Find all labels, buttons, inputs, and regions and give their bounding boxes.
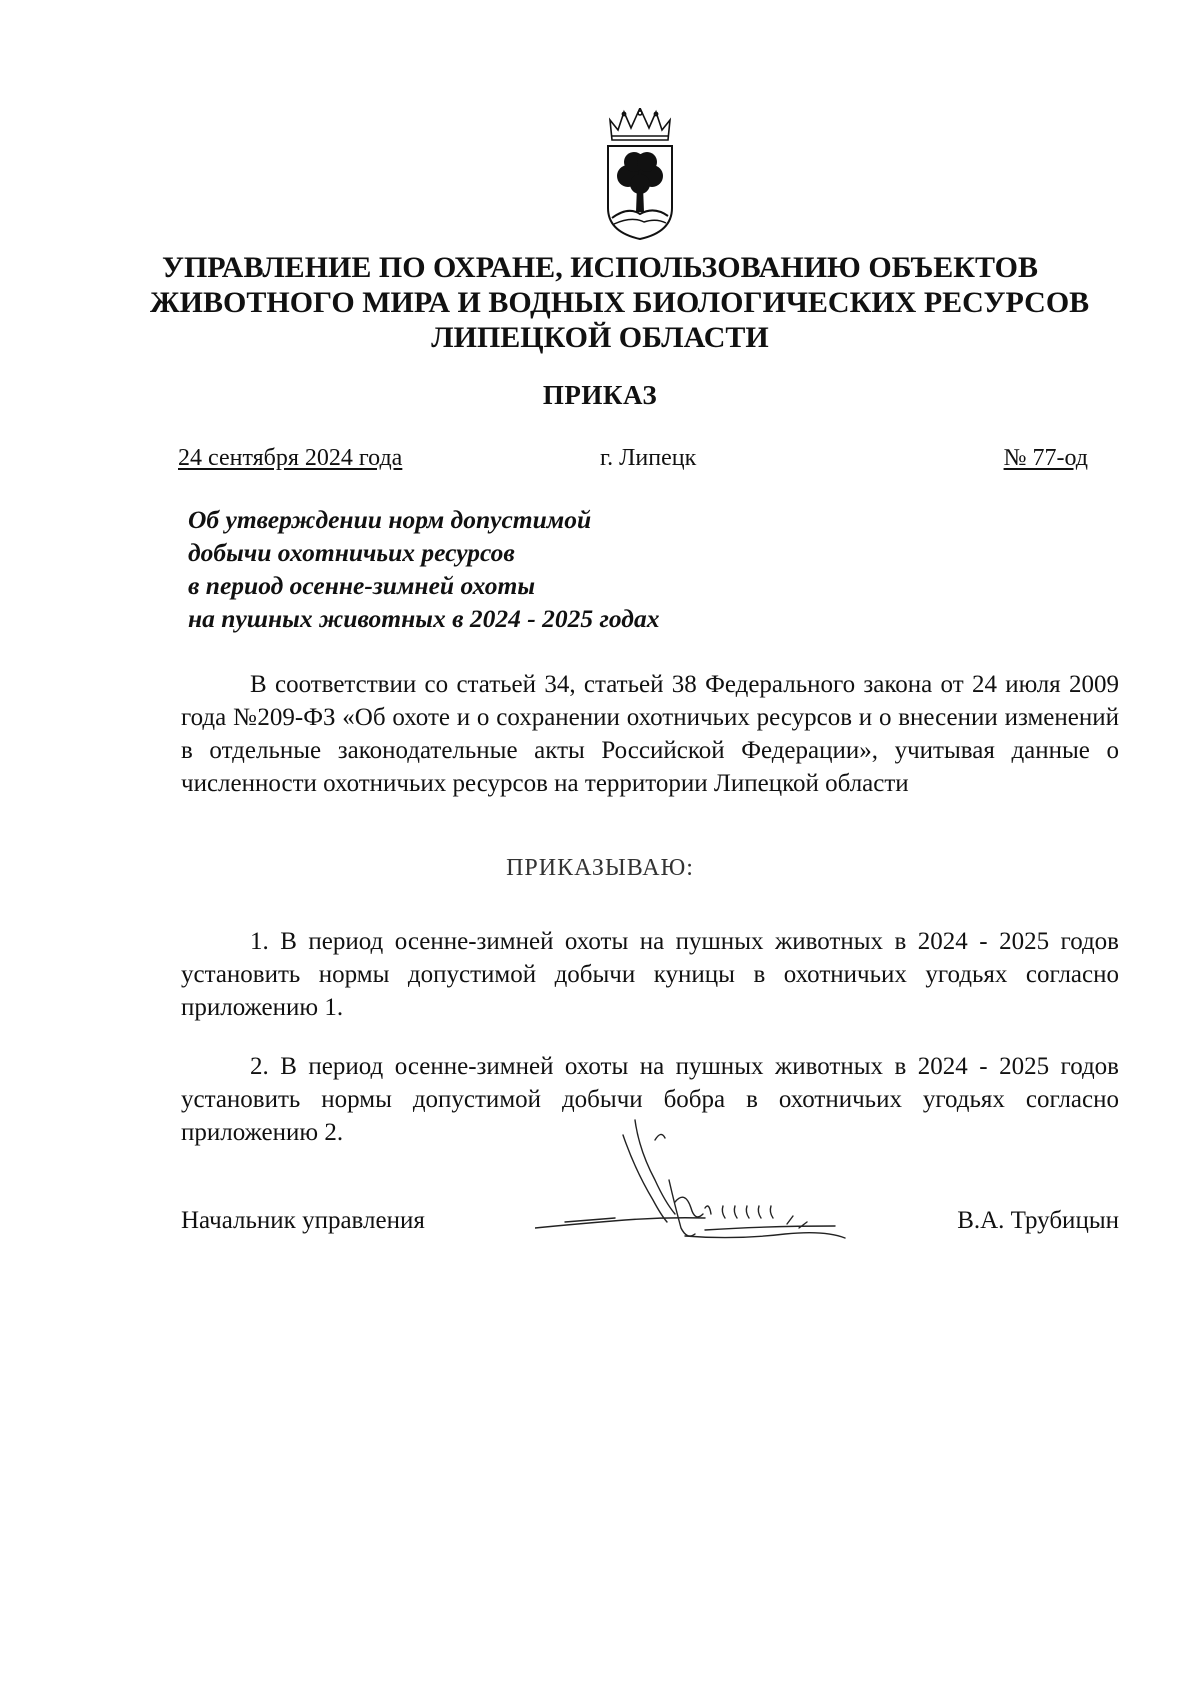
signatory-name: В.А. Трубицын	[957, 1207, 1119, 1234]
subject-line: в период осенне-зимней охоты	[188, 571, 536, 600]
document-type: ПРИКАЗ	[542, 380, 658, 410]
document-subject	[188, 503, 659, 635]
order-item-2: 2. В период осенне-зимней охоты на пушных животных в 2024 - 2025 годов установить нормы допустимой добычи бобра в охотничьих угодьях согласно приложению 2.	[181, 1053, 1119, 1146]
signatory-title: Начальник управления	[181, 1207, 425, 1234]
authority-line: ЖИВОТНОГО МИРА И ВОДНЫХ БИОЛОГИЧЕСКИХ РЕСУРСОВ	[150, 286, 1090, 319]
handwritten-signature	[535, 1110, 895, 1260]
issuing-authority	[150, 250, 1090, 355]
preamble-paragraph: В соответствии со статьей 34, статьей 38 Федерального закона от 24 июля 2009 года №209-ФЗ «Об охоте и о сохранении охотничьих ресурсов и о внесении изменений в отдельные законодательные акты Российской Федерации», учитывая данные о численности охотничьих ресурсов на территории Липецкой области	[181, 671, 1119, 797]
subject-line: добычи охотничьих ресурсов	[188, 538, 515, 567]
authority-line: УПРАВЛЕНИЕ ПО ОХРАНЕ, ИСПОЛЬЗОВАНИЮ ОБЪЕКТОВ	[161, 251, 1039, 284]
document-date: 24 сентября 2024 года	[178, 445, 403, 471]
document-city: г. Липецк	[600, 445, 697, 471]
ordering-word: ПРИКАЗЫВАЮ:	[506, 855, 694, 881]
coat-of-arms-icon	[604, 108, 676, 240]
order-item-1: 1. В период осенне-зимней охоты на пушных животных в 2024 - 2025 годов установить нормы допустимой добычи куницы в охотничьих угодьях согласно приложению 1.	[181, 928, 1119, 1021]
subject-line: Об утверждении норм допустимой	[188, 505, 592, 534]
subject-line: на пушных животных в 2024 - 2025 годах	[188, 604, 660, 633]
authority-line: ЛИПЕЦКОЙ ОБЛАСТИ	[431, 321, 769, 354]
document-number: № 77-од	[1003, 445, 1088, 471]
